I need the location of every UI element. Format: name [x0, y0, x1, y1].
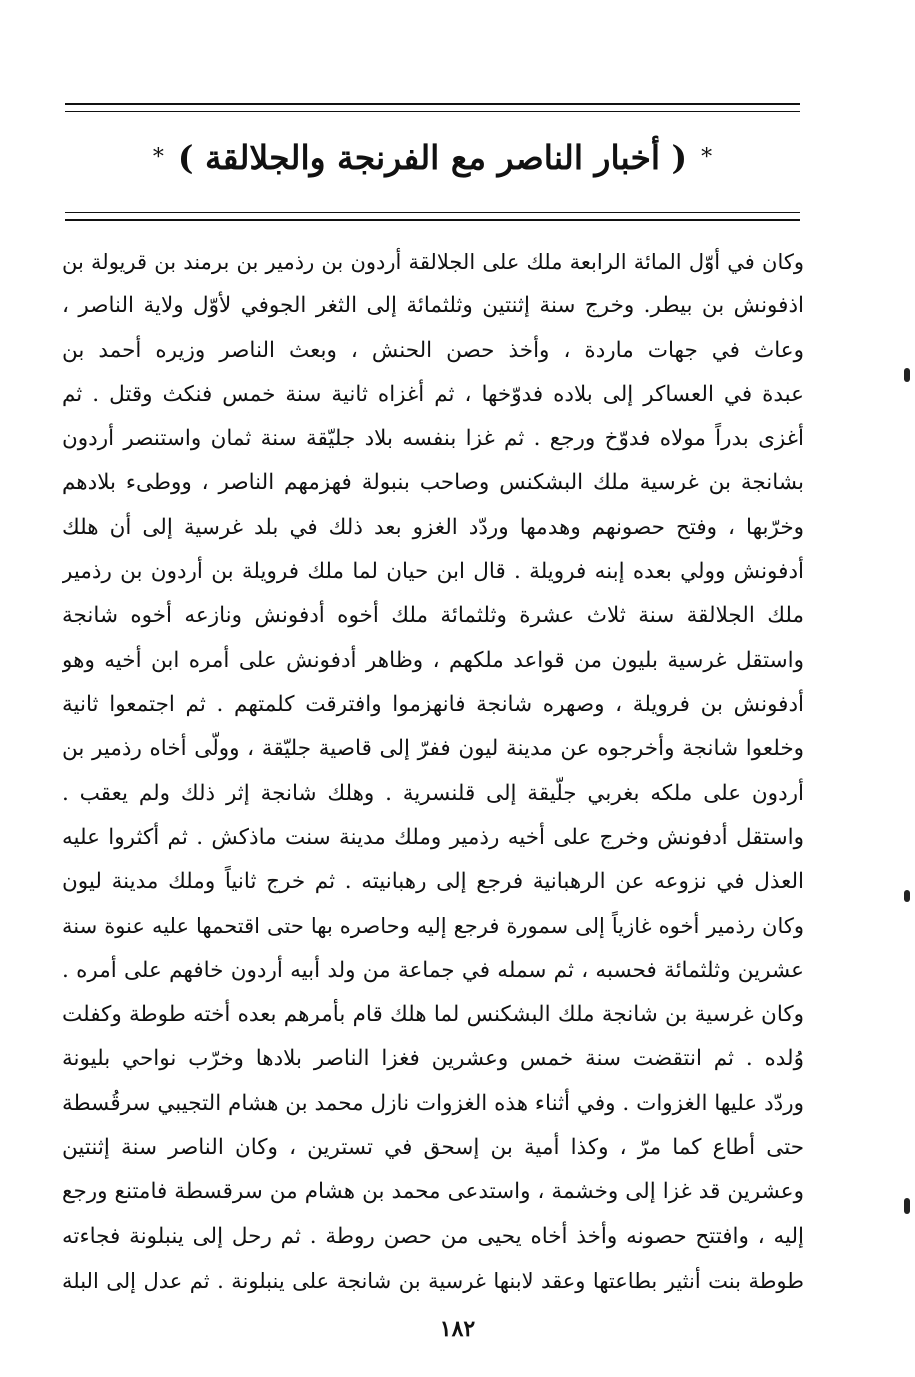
text-line: وكان رذمير أخوه غازياً إلى سمورة فرجع إليه وحاصره بها حتى اقتحمها عليه عنوة سنة	[62, 914, 804, 939]
top-rule-thick	[65, 103, 800, 105]
text-line: عبدة في العساكر إلى بلاده فدوّخها ، ثم أغزاه ثانية سنة خمس فنكث وقتل . ثم	[62, 381, 804, 407]
text-line: أردون على ملكه بغربي جلّيقة إلى قلنسرية . وهلك شانجة إثر ذلك ولم يعقب .	[62, 780, 804, 806]
text-line: وعشرين قد غزا إلى وخشمة ، واستدعى محمد بن هشام من سرقسطة فامتنع ورجع	[62, 1179, 804, 1205]
text-line: حتى أطاع كما مرّ ، وكذا أمية بن إسحق في تسترين ، وكان الناصر سنة إثنتين	[62, 1134, 804, 1160]
scan-edge-mark	[904, 890, 910, 902]
text-line: ملك الجلالقة سنة ثلاث عشرة وثلثمائة ملك أخوه أدفونش ونازعه أخوه شانجة	[62, 603, 804, 629]
text-line: عشرين وثلثمائة فحسبه ، ثم سمله في جماعة من ولد أبيه أردون خافهم على أمره .	[62, 957, 804, 983]
text-line: وعاث في جهات ماردة ، وأخذ حصن الحنش ، وبعث الناصر وزيره أحمد بن	[62, 337, 804, 363]
text-line: واستقل أدفونش وخرج على أخيه رذمير وملك مدينة سنت ماذكش . ثم أكثروا عليه	[62, 824, 804, 850]
text-line: العذل في نزوعه عن الرهبانية فرجع إلى رهبانيته . ثم خرج ثانياً وملك مدينة ليون	[62, 869, 804, 895]
text-line: وخلعوا شانجة وأخرجوه عن مدينة ليون ففرّ إلى قاصية جليّقة ، وولّى أخاه رذمير بن	[62, 736, 804, 762]
asterisk-ornament-left: *	[152, 145, 164, 170]
text-line: وكان في أوّل المائة الرابعة ملك على الجلالقة أردون بن رذمير بن برمند بن قريولة بن	[62, 250, 804, 274]
body-text	[62, 240, 804, 1303]
text-line: وردّد عليها الغزوات . وفي أثناء هذه الغزوات نازل محمد بن هشام التجيبي سرقُسطة	[62, 1090, 804, 1116]
text-line: إليه ، وافتتح حصونه وأخذ أخاه يحيى من حصن روطة . ثم رحل إلى ينبلونة فجاءته	[62, 1223, 804, 1249]
heading-rule-thin	[65, 212, 800, 213]
text-line: اذفونش بن بيطر. وخرج سنة إثنتين وثلثمائة إلى الثغر الجوفي لأوّل ولاية الناصر ،	[62, 293, 804, 319]
heading-rule-thick	[65, 219, 800, 221]
top-rule-thin	[65, 111, 800, 112]
asterisk-ornament-right: *	[701, 145, 713, 170]
text-line: وكان غرسية بن شانجة ملك البشكنس لما هلك قام بأمرهم بعده أخته طوطة وكفلت	[62, 1002, 804, 1028]
text-line: وخرّبها ، وفتح حصونهم وهدمها وردّد الغزو بعد ذلك في بلد غرسية إلى أن هلك	[62, 514, 804, 540]
text-line: وُلده . ثم انتقضت سنة خمس وعشرين فغزا الناصر بلادها وخرّب نواحي بليونة	[62, 1046, 804, 1072]
scan-edge-mark	[904, 1198, 910, 1214]
text-line: بشانجة بن غرسية ملك البشكنس وصاحب بنبولة فهزمهم الناصر ، ووطىء بلادهم	[62, 470, 804, 496]
page-number: ١٨٢	[439, 1316, 476, 1342]
text-line: طوطة بنت أنثير بطاعتها وعقد لابنها غرسية بن شانجة على ينبلونة . ثم عدل إلى البلة	[62, 1268, 804, 1293]
text-line: واستقل غرسية بليون من قواعد ملكهم ، وظاهر أدفونش على أمره ابن أخيه وهو	[62, 647, 804, 673]
scan-edge-mark	[904, 368, 910, 382]
chapter-title: ( أخبار الناصر مع الفرنجة والجلالقة )	[177, 138, 688, 178]
text-line: أدفونش بن فرويلة ، وصهره شانجة فانهزموا وافترقت كلمتهم . ثم اجتمعوا ثانية	[62, 691, 804, 717]
text-line: أغزى بدراً مولاه فدوّخ ورجع . ثم غزا بنفسه بلاد جليّقة سنة ثمان واستنصر أردون	[62, 426, 804, 452]
text-line: أدفونش وولي بعده إبنه فرويلة . قال ابن حيان لما ملك فرويلة بن أردون بن رذمير	[62, 559, 804, 585]
chapter-heading	[65, 128, 800, 188]
